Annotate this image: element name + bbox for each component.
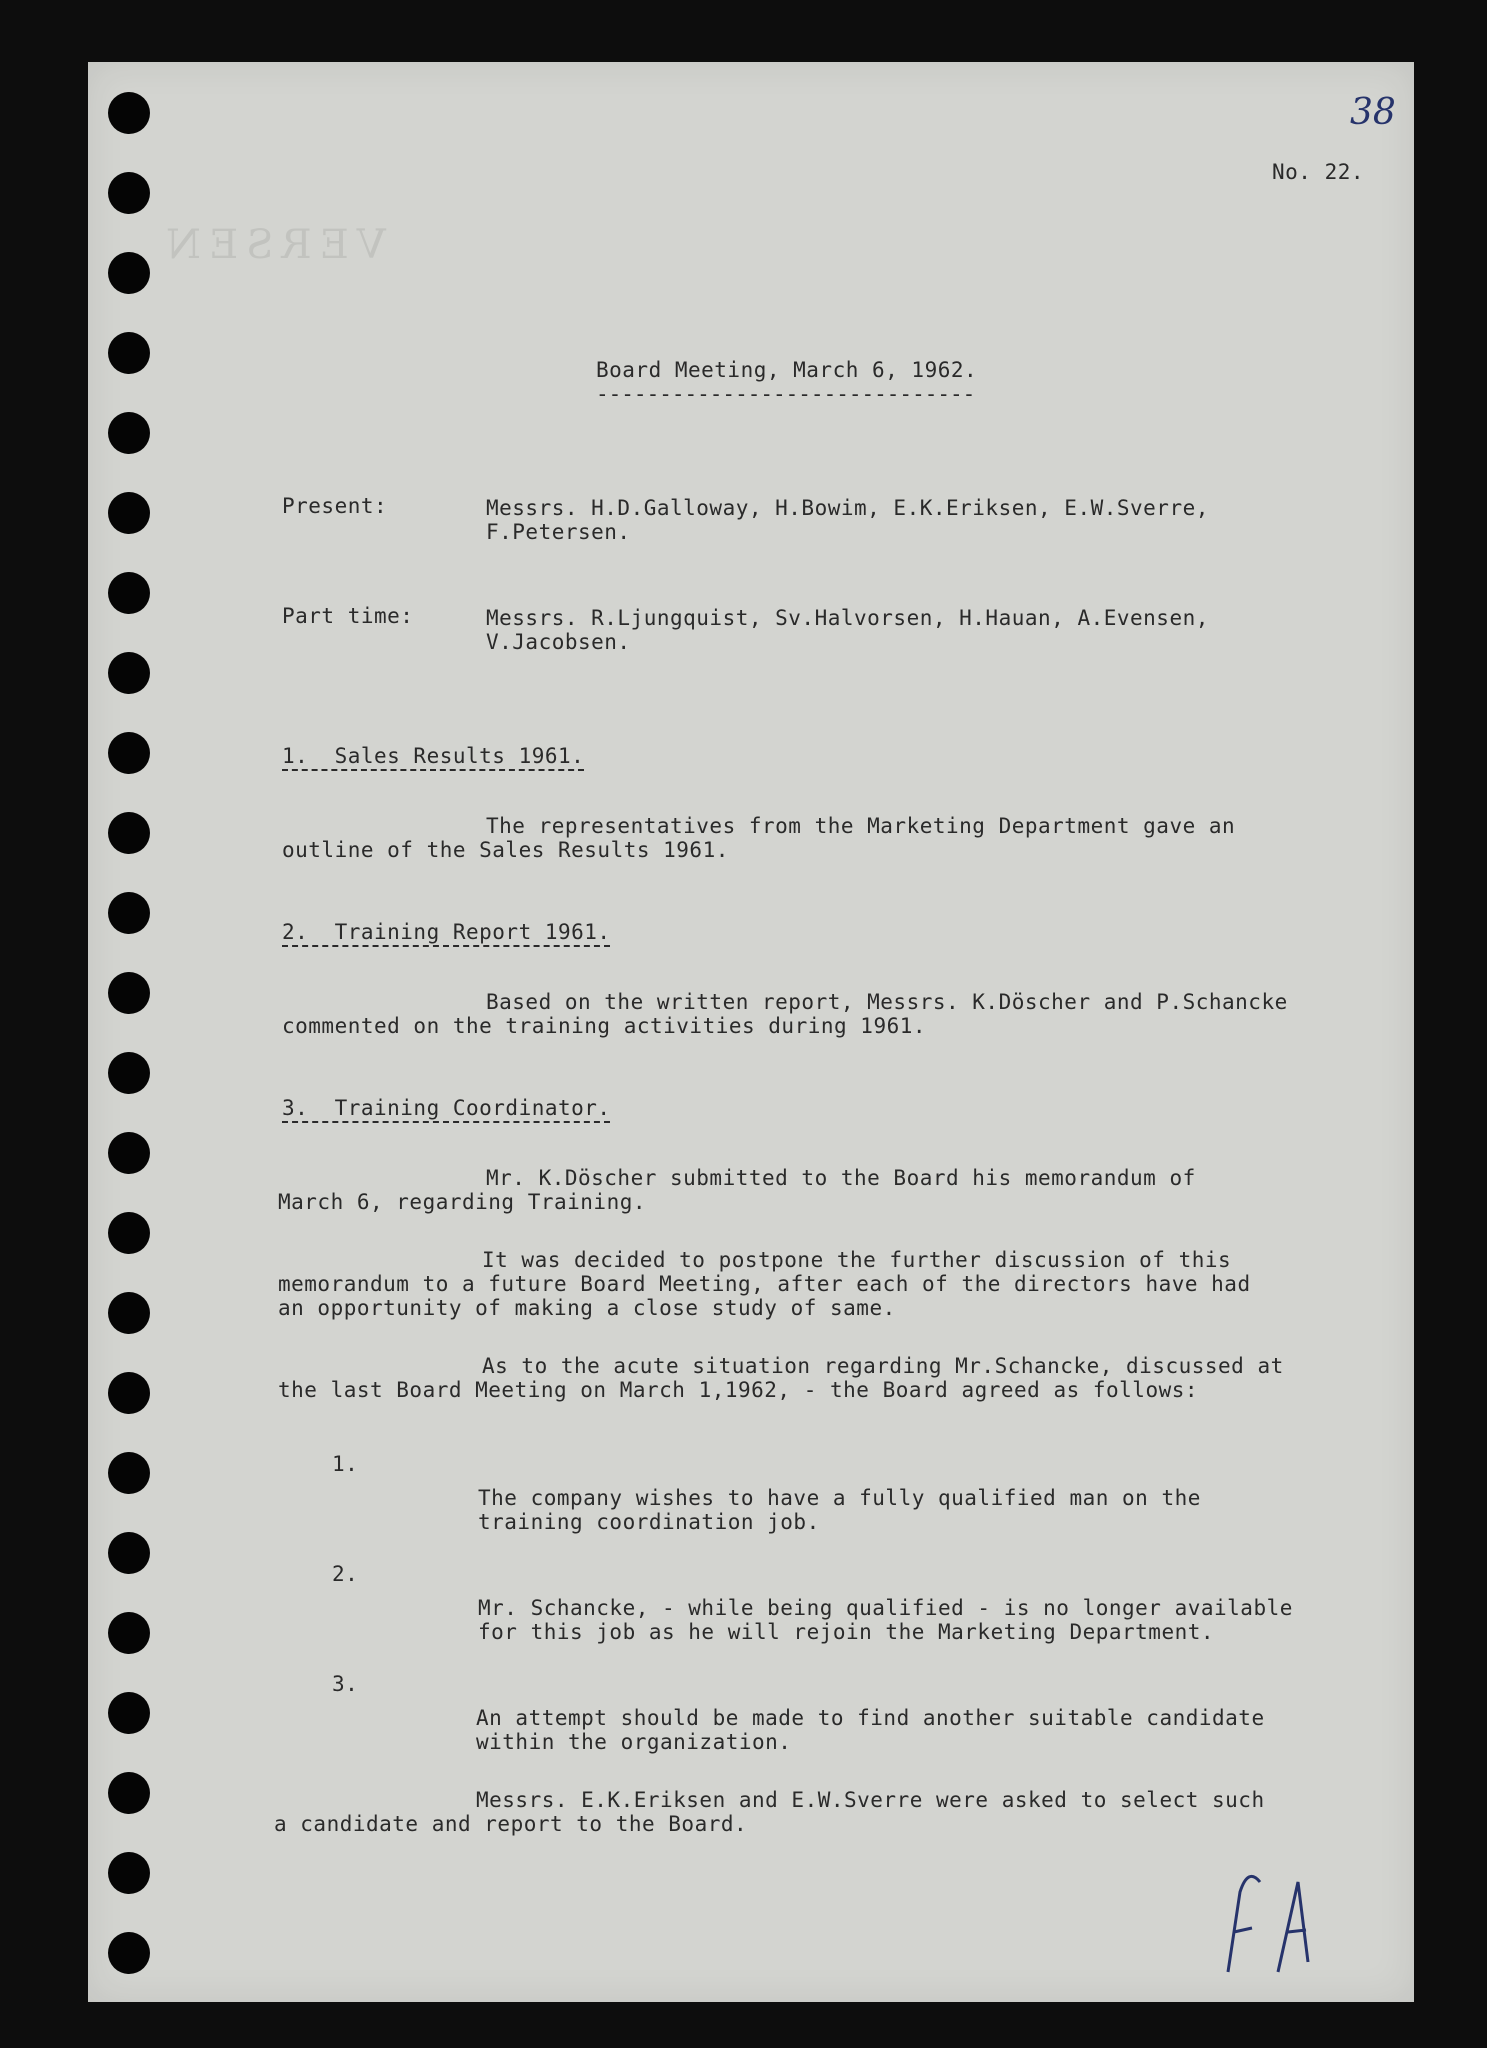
binder-hole	[108, 492, 150, 534]
binder-hole	[108, 1212, 150, 1254]
paragraph-line: The representatives from the Marketing Department gave an	[486, 814, 1236, 838]
part-time-label: Part time:	[282, 604, 414, 628]
binder-hole	[108, 1532, 150, 1574]
binder-hole	[108, 652, 150, 694]
binder-hole	[108, 1772, 150, 1814]
paragraph-line: an opportunity of making a close study of same.	[278, 1296, 896, 1320]
present-label: Present:	[282, 494, 388, 518]
paragraph-line: March 6, regarding Training.	[278, 1190, 647, 1214]
binder-hole	[108, 1612, 150, 1654]
binder-hole	[108, 972, 150, 1014]
binder-hole	[108, 1452, 150, 1494]
binder-hole	[108, 172, 150, 214]
present-names: Messrs. H.D.Galloway, H.Bowim, E.K.Eriksen, E.W.Sverre,	[486, 496, 1209, 520]
page-title: Board Meeting, March 6, 1962.	[596, 358, 978, 382]
binder-hole	[108, 252, 150, 294]
binder-hole	[108, 812, 150, 854]
document-page	[88, 62, 1414, 2002]
part-time-names: V.Jacobsen.	[486, 630, 631, 654]
binder-hole	[108, 1692, 150, 1734]
list-item: Mr. Schancke, - while being qualified - is no longer available	[478, 1596, 1293, 1620]
list-item-number: 1.	[332, 1452, 359, 1476]
binder-hole	[108, 1052, 150, 1094]
binder-hole	[108, 892, 150, 934]
handwritten-initials	[1208, 1862, 1368, 1982]
present-names: F.Petersen.	[486, 520, 631, 544]
list-item: The company wishes to have a fully qualified man on the	[478, 1486, 1201, 1510]
binder-hole	[108, 412, 150, 454]
paragraph-line: Messrs. E.K.Eriksen and E.W.Sverre were asked to select such	[476, 1788, 1265, 1812]
paragraph-line: commented on the training activities during 1961.	[282, 1014, 927, 1038]
title-underline: ------------------------------	[596, 382, 976, 406]
paragraph-line: As to the acute situation regarding Mr.Schancke, discussed at	[482, 1354, 1284, 1378]
list-item-number: 2.	[332, 1562, 359, 1586]
paragraph-line: outline of the Sales Results 1961.	[282, 838, 729, 862]
binder-hole	[108, 1372, 150, 1414]
section-heading: 1. Sales Results 1961.	[282, 744, 585, 768]
bleed-through-text: VERSEN	[158, 222, 386, 268]
part-time-names: Messrs. R.Ljungquist, Sv.Halvorsen, H.Hauan, A.Evensen,	[486, 606, 1209, 630]
paragraph-line: It was decided to postpone the further discussion of this	[482, 1248, 1232, 1272]
binder-hole	[108, 1852, 150, 1894]
list-item: An attempt should be made to find another suitable candidate	[476, 1706, 1265, 1730]
paragraph-line: memorandum to a future Board Meeting, after each of the directors have had	[278, 1272, 1251, 1296]
section-heading: 2. Training Report 1961.	[282, 920, 611, 944]
list-item: training coordination job.	[478, 1510, 820, 1534]
section-heading: 3. Training Coordinator.	[282, 1096, 611, 1120]
list-item-number: 3.	[332, 1672, 359, 1696]
paragraph-line: Based on the written report, Messrs. K.Döscher and P.Schancke	[486, 990, 1288, 1014]
paragraph-line: the last Board Meeting on March 1,1962, - the Board agreed as follows:	[278, 1378, 1199, 1402]
list-item: for this job as he will rejoin the Marketing Department.	[478, 1620, 1215, 1644]
binder-hole	[108, 1132, 150, 1174]
binder-hole	[108, 332, 150, 374]
binder-hole	[108, 572, 150, 614]
handwritten-page-number: 38	[1350, 92, 1396, 133]
binder-hole	[108, 1932, 150, 1974]
paragraph-line: a candidate and report to the Board.	[274, 1812, 748, 1836]
document-number: No. 22.	[1272, 160, 1365, 184]
binder-hole	[108, 732, 150, 774]
binder-hole	[108, 1292, 150, 1334]
binder-hole	[108, 92, 150, 134]
list-item: within the organization.	[476, 1730, 792, 1754]
paragraph-line: Mr. K.Döscher submitted to the Board his memorandum of	[486, 1166, 1196, 1190]
